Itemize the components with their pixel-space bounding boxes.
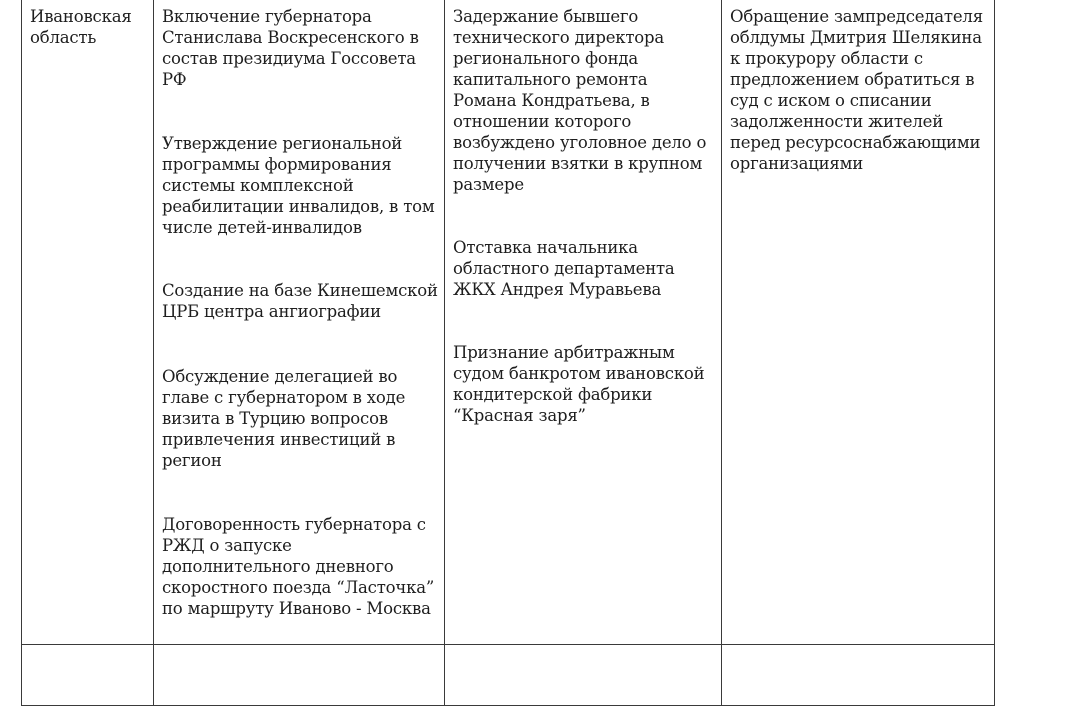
table-row [22, 0, 1060, 645]
negative-events-list [453, 6, 715, 426]
table-cell [22, 645, 154, 706]
list-item: Договоренность губернатора с РЖД о запуске дополнительного дневного скоростного поезда “Ласточка” по маршруту Иваново - Москва [162, 515, 435, 618]
negative-events-cell [445, 0, 722, 645]
list-item: Обсуждение делегацией во главе с губернатором в ходе визита в Турцию вопросов привлечения инвестиций в регион [162, 367, 406, 470]
regional-events-table [21, 0, 1060, 706]
other-events-list [730, 6, 988, 174]
list-item: Обращение зампредседателя облдумы Дмитрия Шелякина к прокурору области с предложением обратиться в суд с иском о списании задолженности жителей перед ресурсоснабжающими организациями [730, 7, 983, 173]
table-row [22, 645, 1060, 706]
table-cell [445, 645, 722, 706]
positive-events-list [162, 6, 438, 619]
list-item: Включение губернатора Станислава Воскресенского в состав президиума Госсовета РФ [162, 7, 419, 89]
list-item: Признание арбитражным судом банкротом ивановской кондитерской фабрики “Красная заря” [453, 343, 705, 425]
region-cell [22, 0, 154, 645]
list-item: Создание на базе Кинешемской ЦРБ центра ангиографии [162, 281, 438, 321]
region-name: Ивановская область [30, 7, 132, 47]
list-item: Задержание бывшего технического директора регионального фонда капитального ремонта Романа Кондратьева, в отношении которого возбуждено уголовное дело о получении взятки в крупном размере [453, 7, 707, 194]
table-cell [722, 645, 995, 706]
other-events-cell [722, 0, 995, 645]
list-item: Утверждение региональной программы формирования системы комплексной реабилитации инвалидов, в том числе детей-инвалидов [162, 134, 435, 237]
positive-events-cell [154, 0, 445, 645]
list-item: Отставка начальника областного департамента ЖКХ Андрея Муравьева [453, 238, 675, 299]
table-cell [154, 645, 445, 706]
